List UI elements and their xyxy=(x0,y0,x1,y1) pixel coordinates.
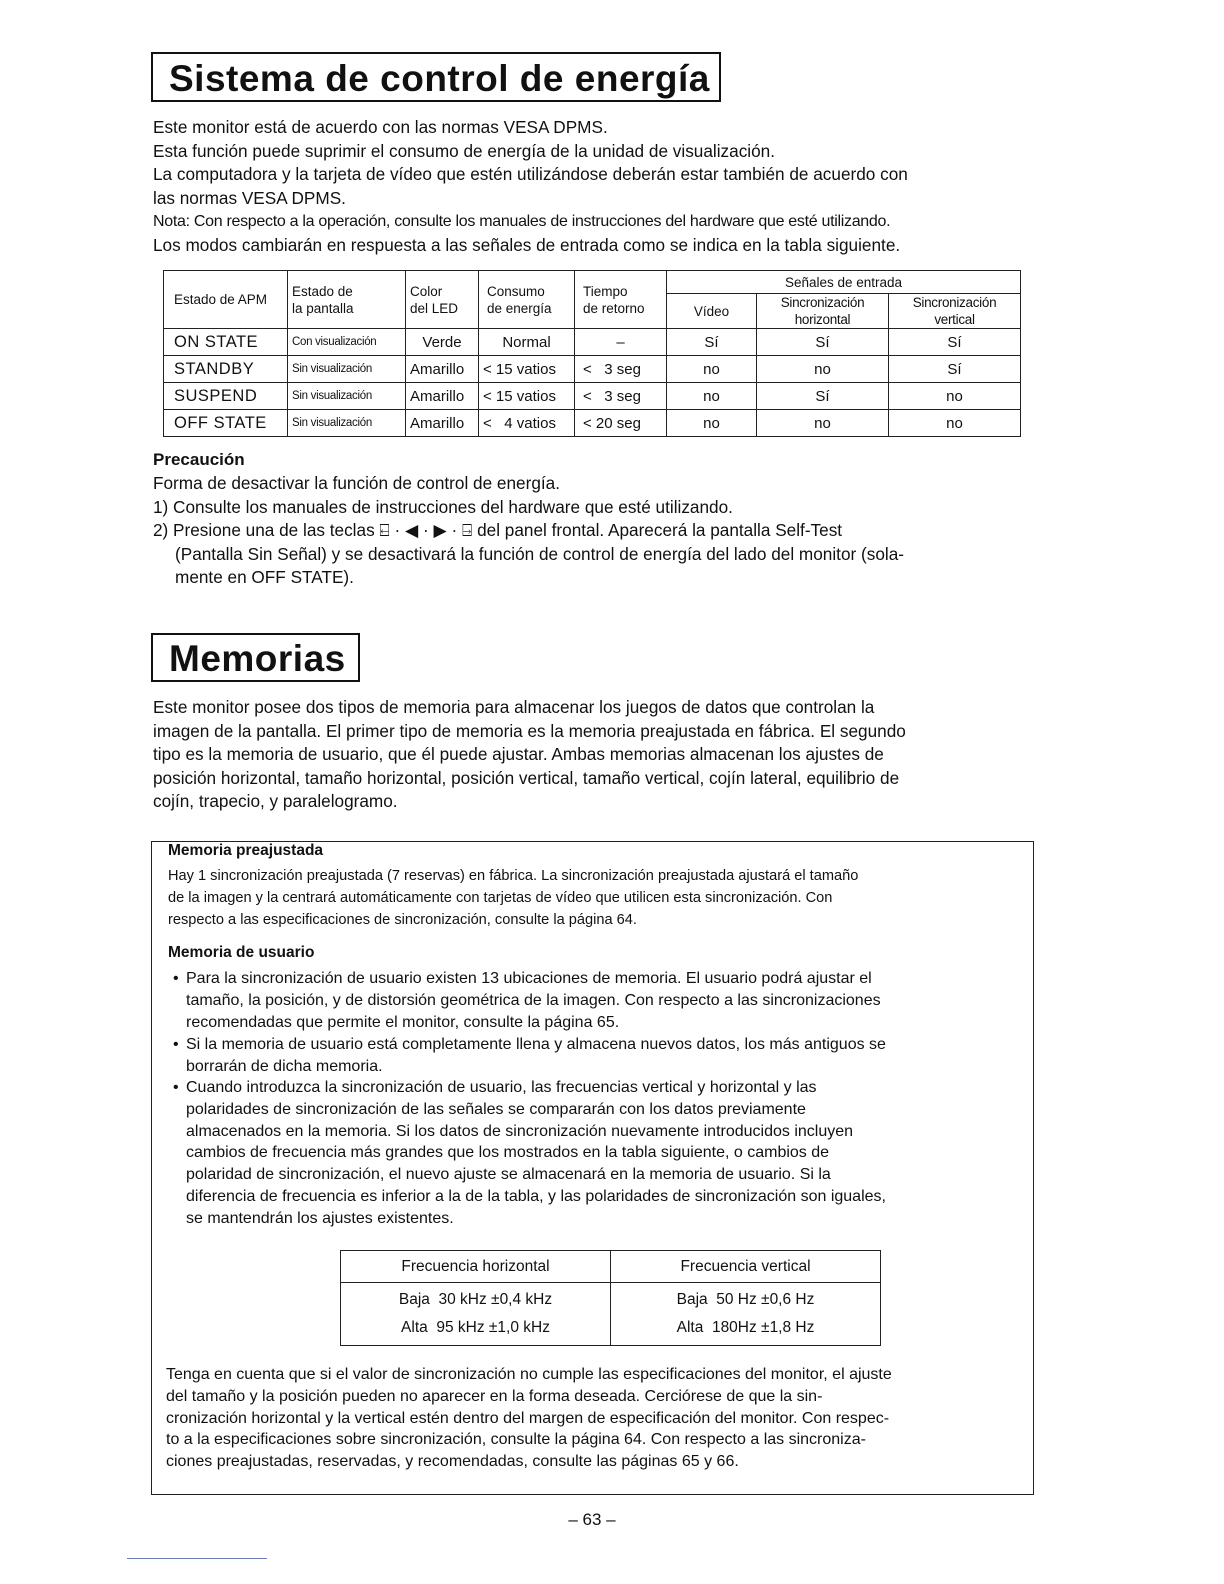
intro-note-line: Nota: Con respecto a la operación, consulte los manuales de instrucciones del hardware que esté utilizando. xyxy=(153,213,891,230)
cell-sinc-h: no xyxy=(757,356,889,383)
bullet-line: recomendadas que permite el monitor, consulte la página 65. xyxy=(186,1013,620,1031)
cell-sinc-v: Sí xyxy=(889,356,1021,383)
cell-pantalla: Con visualización xyxy=(288,329,406,356)
cell-led: Amarillo xyxy=(406,356,479,383)
cell-sinc-v: no xyxy=(889,410,1021,437)
header-sinc-v: Sincronización vertical xyxy=(889,294,1021,329)
bullet-line: tamaño, la posición, y de distorsión geométrica de la imagen. Con respecto a las sincronizaciones xyxy=(186,991,881,1009)
cell-led: Amarillo xyxy=(406,410,479,437)
cell-tiempo: – xyxy=(575,329,667,356)
cell-freq-h: Baja 30 kHz ±0,4 kHz Alta 95 kHz ±1,0 kHz xyxy=(341,1283,611,1346)
cell-consumo: < 4 vatios xyxy=(479,410,575,437)
cell-sinc-v: no xyxy=(889,383,1021,410)
intro-line: las normas VESA DPMS. xyxy=(153,187,346,208)
cell-led: Verde xyxy=(406,329,479,356)
cell-consumo: < 15 vatios xyxy=(479,356,575,383)
header-senales: Señales de entrada xyxy=(667,271,1021,294)
bullet-dot: • xyxy=(173,1036,179,1053)
note-line: to a la especificaciones sobre sincronización, consulte la página 64. Con respecto a las sincroniza- xyxy=(166,1431,866,1449)
cell-sinc-h: Sí xyxy=(757,329,889,356)
energy-intro xyxy=(153,116,908,257)
cell-pantalla: Sin visualización xyxy=(288,356,406,383)
note-line: del tamaño y la posición pueden no aparecer en la forma deseada. Cerciórese de que la sin- xyxy=(166,1387,823,1405)
cell-video: no xyxy=(667,383,757,410)
table-row xyxy=(341,1283,881,1346)
bullet-line: se mantendrán los ajustes existentes. xyxy=(186,1209,454,1227)
header-estado-pantalla: Estado de la pantalla xyxy=(288,271,406,329)
cell-led: Amarillo xyxy=(406,383,479,410)
preset-memory-text xyxy=(168,866,858,931)
caution-line: Forma de desactivar la función de control de energía. xyxy=(153,473,561,493)
header-consumo: Consumo de energía xyxy=(479,271,575,329)
page-number: – 63 – xyxy=(568,1510,616,1529)
header-video: Vídeo xyxy=(667,294,757,329)
user-memory-bullet xyxy=(173,1034,886,1078)
table-row xyxy=(164,356,1021,383)
caution-line: mente en OFF STATE). xyxy=(175,567,354,587)
table-row xyxy=(164,410,1021,437)
preset-line: Hay 1 sincronización preajustada (7 reservas) en fábrica. La sincronización preajustada ajustará el tamaño xyxy=(168,868,859,884)
cell-video: Sí xyxy=(667,329,757,356)
cell-video: no xyxy=(667,410,757,437)
cell-tiempo: < 3 seg xyxy=(575,383,667,410)
bullet-line: polaridad de sincronización, el nuevo ajuste se almacenará en la memoria de usuario. Si la xyxy=(186,1166,831,1184)
header-freq-h: Frecuencia horizontal xyxy=(341,1251,611,1283)
section-title-memorias-text: Memorias xyxy=(169,638,346,679)
header-freq-v: Frecuencia vertical xyxy=(611,1251,881,1283)
user-memory-bullet xyxy=(173,1077,886,1230)
cell-estado: STANDBY xyxy=(164,356,288,383)
bullet-line: Si la memoria de usuario está completamente llena y almacena nuevos datos, los más antiguos se xyxy=(186,1036,886,1053)
preset-line: de la imagen y la centrará automáticamente con tarjetas de vídeo que utilicen esta sincronización. Con xyxy=(168,889,833,906)
caution-line: 1) Consulte los manuales de instrucciones del hardware que esté utilizando. xyxy=(153,496,733,517)
preset-line: respecto a las especificaciones de sincronización, consulte la página 64. xyxy=(168,911,637,928)
header-color-led: Color del LED xyxy=(406,271,479,329)
memorias-intro xyxy=(153,696,906,814)
user-memory-bullet xyxy=(173,968,881,1033)
cell-consumo: < 15 vatios xyxy=(479,383,575,410)
bullet-line: polaridades de sincronización de las señales se compararán con los datos previamente xyxy=(186,1100,806,1118)
bullet-line: Para la sincronización de usuario existen 13 ubicaciones de memoria. El usuario podrá ajustar el xyxy=(186,970,872,987)
footer-rule xyxy=(127,1558,267,1559)
user-memory-heading: Memoria de usuario xyxy=(168,944,315,961)
intro-line: La computadora y la tarjeta de vídeo que estén utilizándose deberán estar también de acuerdo con xyxy=(153,164,908,184)
note-line: cronización horizontal y la vertical estén dentro del margen de especificación del monitor. Con respec- xyxy=(166,1409,890,1427)
cell-sinc-h: Sí xyxy=(757,383,889,410)
caution-text xyxy=(153,472,904,590)
bullet-line: almacenados en la memoria. Si los datos de sincronización nuevamente introducidos incluyen xyxy=(186,1122,854,1140)
intro-line: imagen de la pantalla. El primer tipo de memoria es la memoria preajustada en fábrica. El segundo xyxy=(153,720,906,741)
header-sinc-h: Sincronización horizontal xyxy=(757,294,889,329)
frequency-table xyxy=(340,1250,881,1346)
cell-consumo: Normal xyxy=(479,329,575,356)
intro-line: tipo es la memoria de usuario, que él puede ajustar. Ambas memorias almacenan los ajustes de xyxy=(153,744,884,764)
intro-line: Este monitor está de acuerdo con las normas VESA DPMS. xyxy=(153,117,608,137)
bullet-line: borrarán de dicha memoria. xyxy=(186,1057,383,1075)
cell-sinc-v: Sí xyxy=(889,329,1021,356)
cell-estado: SUSPEND xyxy=(164,383,288,410)
header-estado-apm: Estado de APM xyxy=(164,271,288,329)
sync-note xyxy=(166,1364,892,1473)
cell-estado: OFF STATE xyxy=(164,410,288,437)
caution-line: (Pantalla Sin Señal) y se desactivará la función de control de energía del lado del monitor (sola- xyxy=(175,543,904,564)
bullet-line: Cuando introduzca la sincronización de usuario, las frecuencias vertical y horizontal y las xyxy=(186,1079,817,1096)
apm-state-table xyxy=(163,270,1021,437)
note-line: Tenga en cuenta que si el valor de sincronización no cumple las especificaciones del monitor, el ajuste xyxy=(166,1366,892,1383)
intro-line: Los modos cambiarán en respuesta a las señales de entrada como se indica en la tabla siguiente. xyxy=(153,234,901,255)
section-title-energy-text: Sistema de control de energía xyxy=(169,58,710,99)
cell-pantalla: Sin visualización xyxy=(288,383,406,410)
cell-freq-v: Baja 50 Hz ±0,6 Hz Alta 180Hz ±1,8 Hz xyxy=(611,1283,881,1346)
cell-estado: ON STATE xyxy=(164,329,288,356)
caution-heading: Precaución xyxy=(153,450,245,469)
note-line: ciones preajustadas, reservadas, y recomendadas, consulte las páginas 65 y 66. xyxy=(166,1453,739,1471)
intro-line: Este monitor posee dos tipos de memoria para almacenar los juegos de datos que controlan la xyxy=(153,697,875,717)
table-row xyxy=(164,383,1021,410)
intro-line: Esta función puede suprimir el consumo de energía de la unidad de visualización. xyxy=(153,140,775,161)
intro-line: posición horizontal, tamaño horizontal, posición vertical, tamaño vertical, cojín lateral, equilibrio de xyxy=(153,767,900,788)
caution-line: 2) Presione una de las teclas ⍇ · ◀ · ▶ · ⍈ del panel frontal. Aparecerá la pantalla Self-Test xyxy=(153,520,843,540)
cell-video: no xyxy=(667,356,757,383)
bullet-line: cambios de frecuencia más grandes que los mostrados en la tabla siguiente, o cambios de xyxy=(186,1144,830,1162)
bullet-dot: • xyxy=(173,970,179,987)
header-tiempo: Tiempo de retorno xyxy=(575,271,667,329)
cell-tiempo: < 3 seg xyxy=(575,356,667,383)
intro-line: cojín, trapecio, y paralelogramo. xyxy=(153,791,398,811)
cell-pantalla: Sin visualización xyxy=(288,410,406,437)
section-title-memorias xyxy=(151,633,360,682)
cell-sinc-h: no xyxy=(757,410,889,437)
bullet-dot: • xyxy=(173,1079,179,1096)
preset-memory-heading: Memoria preajustada xyxy=(168,842,324,859)
section-title-energy xyxy=(151,52,721,102)
bullet-line: diferencia de frecuencia es inferior a la de la tabla, y las polaridades de sincronización son iguales, xyxy=(186,1187,886,1205)
cell-tiempo: < 20 seg xyxy=(575,410,667,437)
table-row xyxy=(164,329,1021,356)
